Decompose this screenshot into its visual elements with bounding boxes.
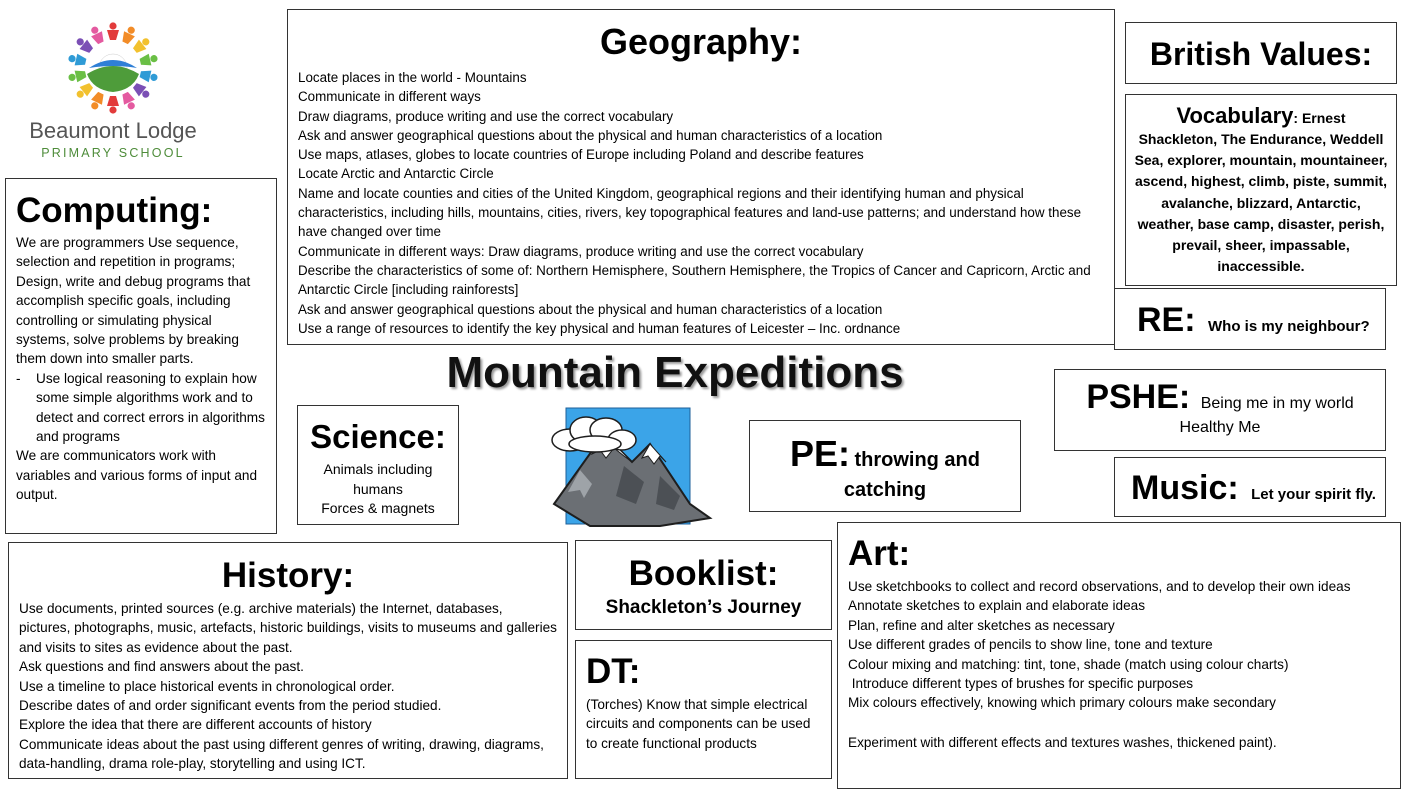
vocabulary-title: Vocabulary — [1176, 103, 1294, 128]
pe-subtitle-2: catching — [843, 479, 927, 501]
art-line: Annotate sketches to explain and elaborate ideas — [848, 598, 1146, 614]
re-title: RE: — [1137, 301, 1196, 339]
logo-figure — [74, 81, 95, 101]
history-line: Use a timeline to place historical events in chronological order. — [19, 678, 395, 694]
vocabulary-lead: : Ernest — [1293, 110, 1346, 126]
art-gap — [848, 713, 1390, 733]
dt-panel — [575, 640, 832, 779]
logo-figure — [88, 24, 106, 45]
logo-figure — [139, 68, 159, 84]
geography-line: Locate places in the world - Mountains — [298, 70, 527, 85]
mountain-illustration-icon — [540, 400, 720, 530]
bullet-dash: - — [16, 370, 21, 386]
logo-figure — [131, 35, 152, 55]
pshe-title: PSHE: — [1086, 378, 1191, 416]
geography-line: Use a range of resources to identify the key physical and human features of Leicester – Inc. ordnance — [298, 320, 901, 336]
figures-circle-logo-icon — [22, 22, 204, 118]
geography-list — [298, 68, 1104, 338]
pshe-subtitle-2: Healthy Me — [1179, 419, 1261, 436]
history-line: Describe dates of and order significant events from the period studied. — [19, 698, 442, 714]
geography-line: Use maps, atlases, globes to locate countries of Europe including Poland and describe features — [298, 147, 864, 163]
art-line: Introduce different types of brushes for specific purposes — [848, 676, 1194, 692]
school-logo — [22, 22, 204, 164]
british-values-title: British Values: — [1149, 36, 1373, 72]
geography-panel — [287, 9, 1115, 345]
logo-figure — [67, 52, 87, 68]
pshe-subtitle: Being me in my world — [1200, 395, 1354, 412]
logo-figure — [120, 24, 138, 45]
booklist-title: Booklist: — [628, 554, 779, 593]
dt-body: (Torches) Know that simple electrical circuits and components can be used to create functional products — [586, 697, 811, 751]
re-subtitle: Who is my neighbour? — [1208, 318, 1370, 335]
school-name: Beaumont Lodge — [29, 118, 197, 143]
logo-figure — [120, 91, 138, 112]
pe-panel — [749, 420, 1021, 512]
re-panel — [1114, 288, 1386, 350]
science-title: Science: — [310, 418, 446, 455]
art-title: Art: — [848, 534, 911, 573]
school-subtitle: PRIMARY SCHOOL — [41, 146, 185, 160]
geography-line: Ask and answer geographical questions about the physical and human characteristics of a location — [298, 301, 883, 317]
computing-panel — [5, 178, 277, 534]
logo-figure — [107, 22, 119, 40]
logo-figure — [107, 96, 119, 114]
logo-figure — [131, 81, 152, 101]
geography-line: Locate Arctic and Antarctic Circle — [298, 166, 494, 182]
art-line: Colour mixing and matching: tint, tone, shade (match using colour charts) — [848, 656, 1289, 672]
art-line: Use different grades of pencils to show line, tone and texture — [848, 637, 1213, 653]
art-line: Plan, refine and alter sketches as necessary — [848, 617, 1115, 633]
booklist-panel — [575, 540, 832, 630]
computing-bullet — [16, 369, 266, 447]
computing-bullet-text: Use logical reasoning to explain how some simple algorithms work and to detect and correct errors in algorithms and programs — [36, 370, 265, 445]
science-line: Animals including — [323, 461, 433, 477]
art-line: Mix colours effectively, knowing which primary colours make secondary — [848, 695, 1276, 711]
pe-title: PE: — [789, 433, 850, 474]
history-panel — [8, 542, 568, 779]
science-line: Forces & magnets — [321, 500, 435, 516]
logo-figure — [67, 68, 87, 84]
dt-title: DT: — [586, 652, 641, 691]
booklist-subtitle: Shackleton’s Journey — [605, 597, 802, 618]
pe-subtitle: throwing and — [854, 449, 980, 471]
science-panel — [297, 405, 459, 525]
logo-figure — [88, 91, 106, 112]
pshe-panel — [1054, 369, 1386, 451]
art-line: Use sketchbooks to collect and record observations, and to develop their own ideas — [848, 579, 1351, 594]
vocabulary-list: Shackleton, The Endurance, Weddell Sea, explorer, mountain, mountaineer, ascend, highest, climb, piste, summit, avalanche, blizzard, Antarctic, weather, base camp, disaster, perish, prevail, sheer, impassable, inaccessible. — [1134, 131, 1388, 275]
geography-line: Communicate in different ways — [298, 89, 481, 105]
history-title: History: — [221, 556, 355, 595]
art-line-last: Experiment with different effects and textures washes, thickened paint). — [848, 734, 1277, 750]
geography-line: Ask and answer geographical questions about the physical and human characteristics of a location — [298, 127, 883, 143]
music-title: Music: — [1131, 469, 1239, 507]
history-line: Ask questions and find answers about the past. — [19, 659, 304, 675]
geography-line: Name and locate counties and cities of the United Kingdom, geographical regions and their identifying human and physical characteristics, including hills, mountains, cities, rivers, key topographical features and land-use patterns; and understand how these have changed over time — [298, 185, 1082, 240]
science-line: humans — [353, 480, 403, 497]
logo-figure — [74, 35, 95, 55]
music-panel — [1114, 457, 1386, 517]
vocabulary-panel — [1125, 94, 1397, 286]
art-panel — [837, 522, 1401, 789]
history-line: Use documents, printed sources (e.g. archive materials) the Internet, databases, pictures, photographs, music, artefacts, historic buildings, visits to museums and galleries and visits to sites as evidence about the past. — [19, 601, 557, 655]
history-line: Communicate ideas about the past using different genres of writing, drawing, diagrams, data-handling, drama role-play, storytelling and using ICT. — [19, 736, 544, 772]
history-line: Explore the idea that there are different accounts of history — [19, 717, 372, 733]
british-values-panel — [1125, 22, 1397, 84]
page-title: Mountain Expeditions — [446, 348, 904, 397]
geography-line: Draw diagrams, produce writing and use the correct vocabulary — [298, 108, 674, 124]
computing-outro: We are communicators work with variables and various forms of input and output. — [16, 448, 258, 503]
logo-figure — [139, 52, 159, 68]
geography-line: Communicate in different ways: Draw diagrams, produce writing and use the correct vocabulary — [298, 243, 864, 259]
geography-line: Describe the characteristics of some of: Northern Hemisphere, Southern Hemisphere, the Tropics of Cancer and Capricorn, Arctic and Antarctic Circle [including rainforests] — [298, 262, 1091, 298]
computing-intro: We are programmers Use sequence, selection and repetition in programs; Design, write and debug programs that accomplish specific goals, including controlling or simulating physical systems, solve problems by breaking them down into smaller parts. — [16, 235, 251, 367]
music-subtitle: Let your spirit fly. — [1251, 486, 1376, 503]
geography-title: Geography: — [599, 21, 803, 62]
computing-title: Computing: — [16, 191, 213, 230]
